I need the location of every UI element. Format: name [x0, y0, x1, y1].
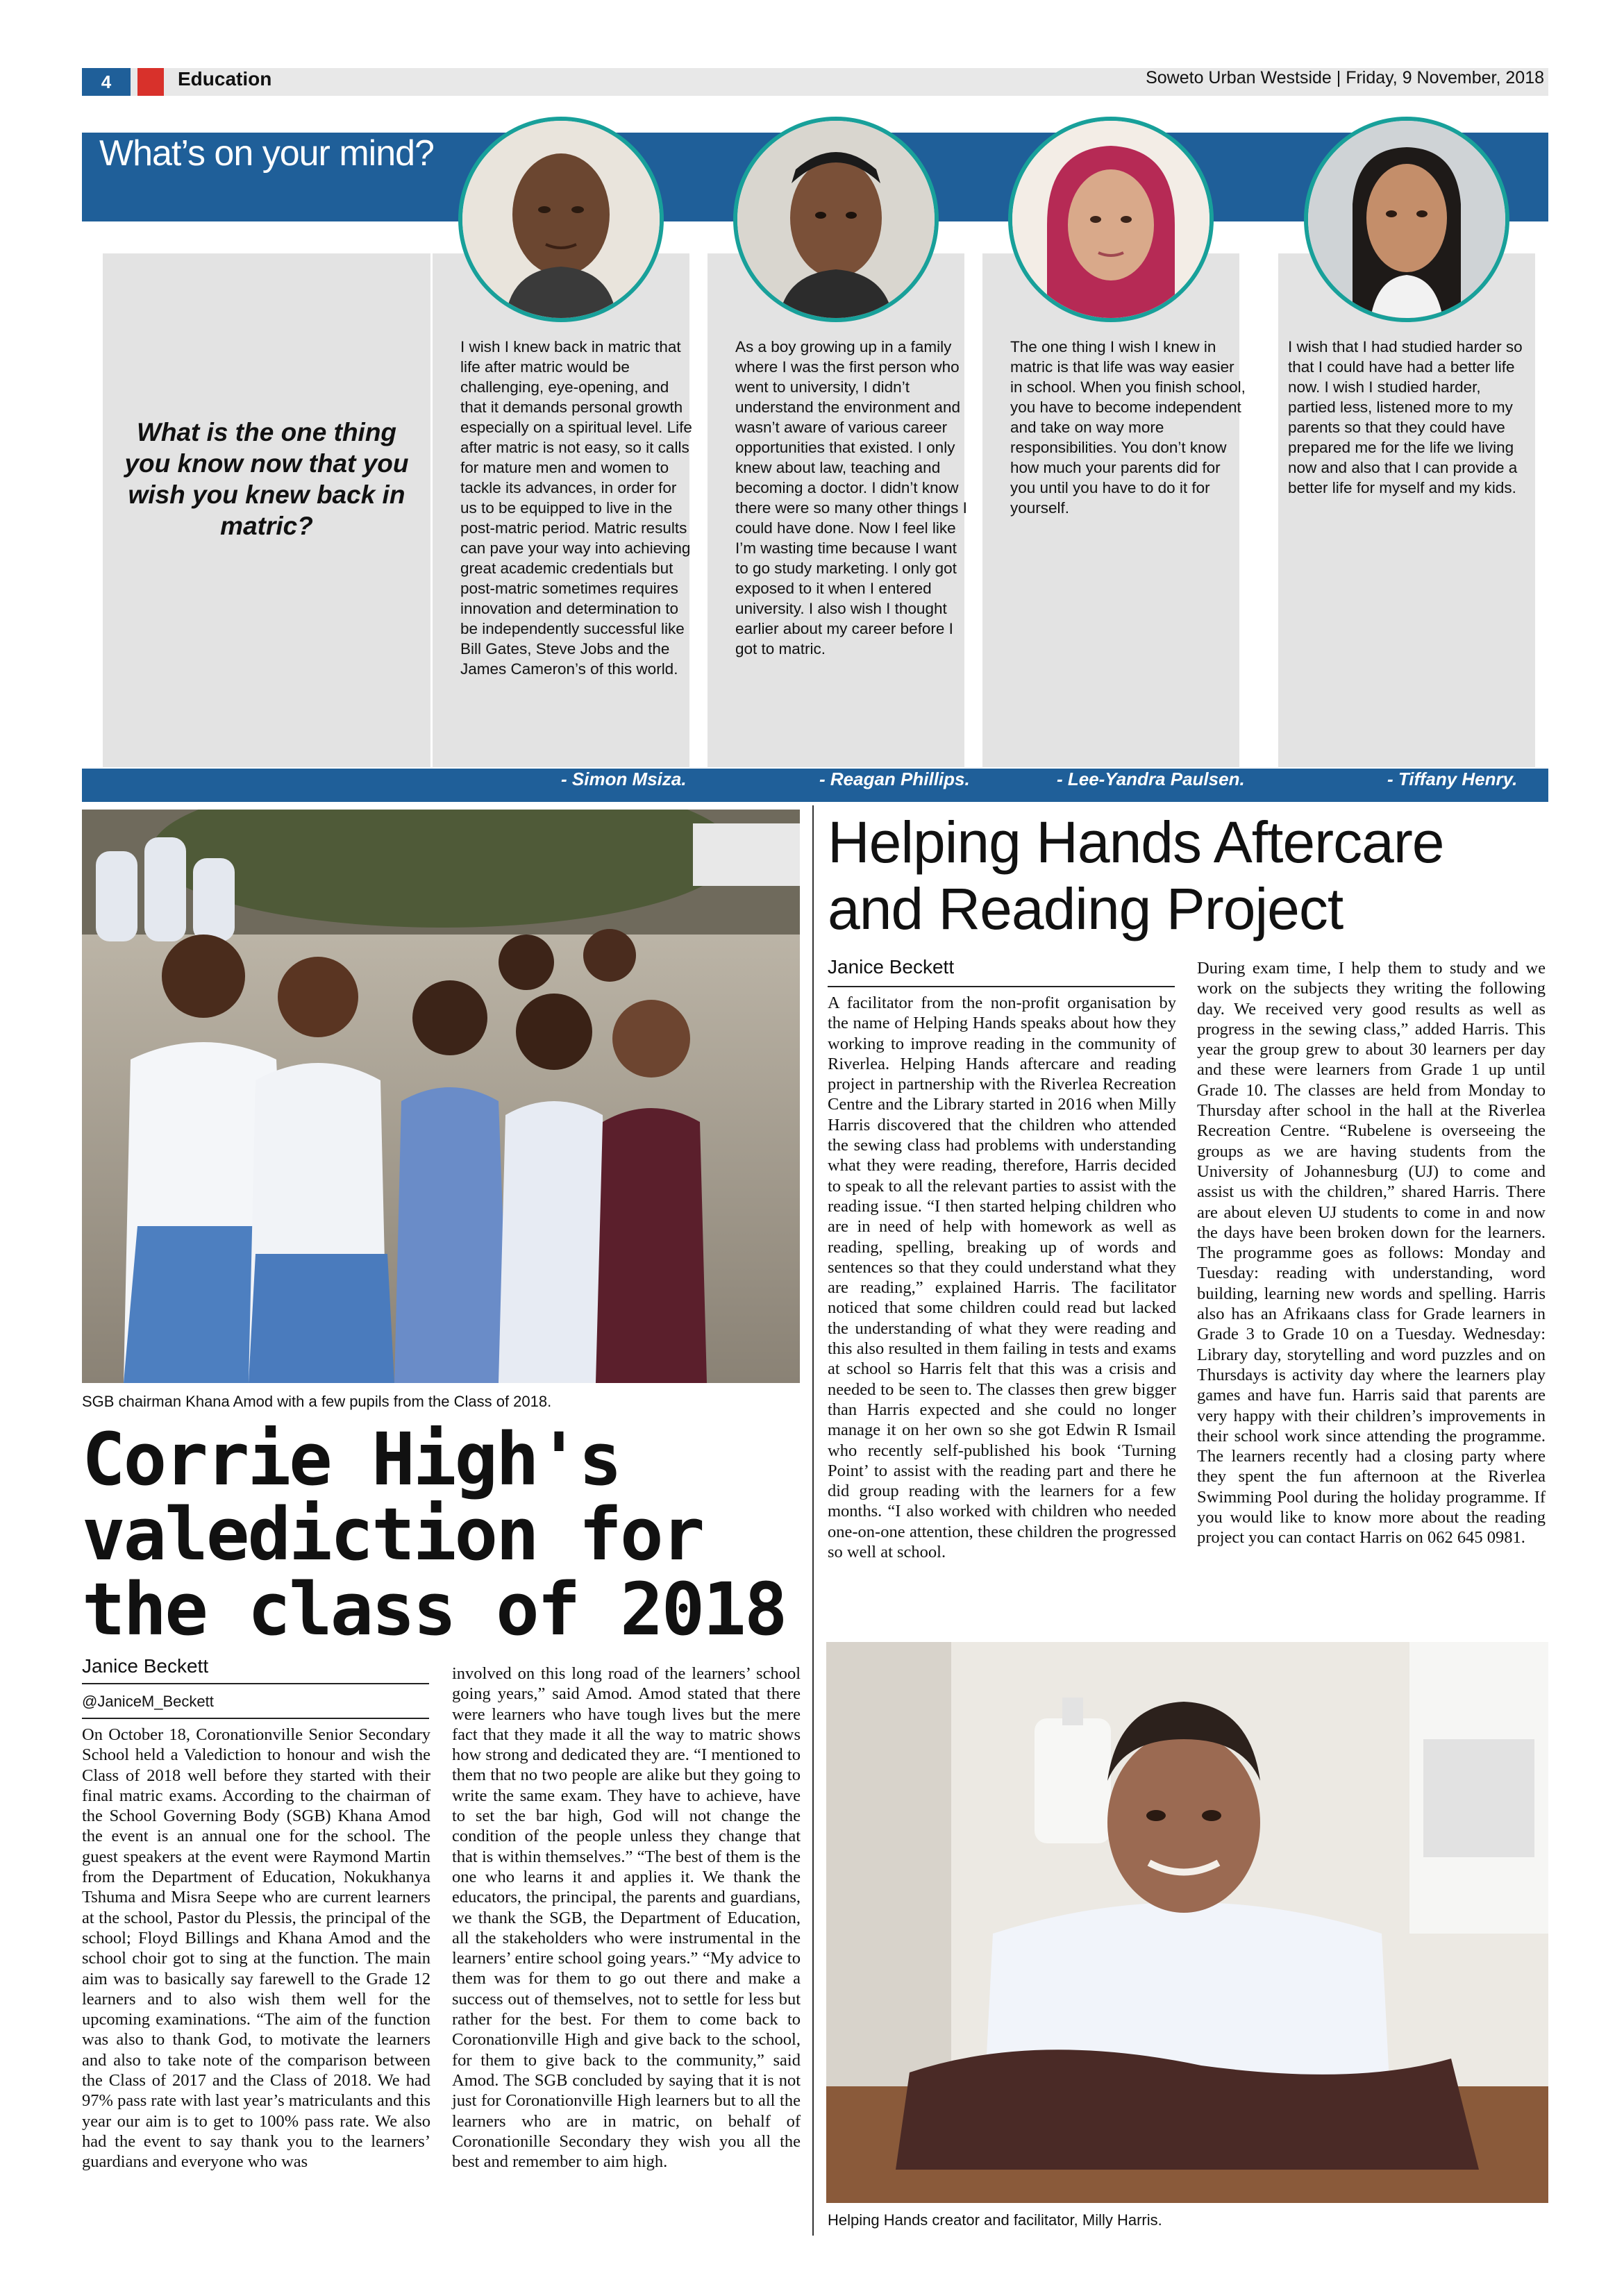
milly-photo-caption: Helping Hands creator and facilitator, Milly Harris.	[828, 2211, 1162, 2229]
avatar	[733, 117, 939, 322]
publication-dateline: Soweto Urban Westside | Friday, 9 November, 2018	[1146, 68, 1544, 87]
answer-panel-4	[1278, 253, 1535, 767]
class-photo-caption: SGB chairman Khana Amod with a few pupils from the Class of 2018.	[82, 1393, 552, 1410]
class-of-2018-photo	[82, 810, 800, 1383]
name-simon: - Simon Msiza.	[561, 769, 687, 789]
helping-hands-body-col-2: During exam time, I help them to study and we work on the subjects they writing the following day. We received very good results as well as progress in the sewing class,” added Harris. This year the group grew to about 30 learners per day and these were learners from Grade 1 up until Grade 10. The classes are held from Monday to Thursday after school in the hall at the Riverlea Recreation Centre. “Rubelene is overseeing the groups as we are having students from the University of Johannesburg (UJ) to come and assist us with the children,” shared Harris. There are about eleven UJ students to come in and now the days have been broken down for the learners. The programme goes as follows: Monday and Tuesday: reading with understanding, word building, learning new words and spelling. Harris also has an Afrikaans class for Grade learners in Grade 3 to Grade 10 on a Tuesday. Wednesday: Library day, storytelling and word puzzles and on Thursdays is activity day where the learners play games and have fun. Harris said that parents are very happy with their children’s improvements in their school work since attending the programme. The learners recently had a closing party where they spent the fun afternoon at the Riverlea Swimming Pool during the holiday programme. If you would like to know more about the reading project you can contact Harris on 062 645 0981.	[1197, 959, 1546, 1548]
answer-lee-yandra: The one thing I wish I knew in matric is that life was way easier in school. When you finish school, you have to become independent and take on way more responsibilities. You don’t know how much your parents did for you until you have to do it for yourself.	[1010, 338, 1246, 517]
handle-rule	[82, 1718, 429, 1719]
names-bar	[82, 769, 1548, 802]
name-reagan: - Reagan Phillips.	[819, 769, 970, 789]
vox-pop-title: What’s on your mind?	[99, 133, 434, 174]
helping-hands-byline: Janice Beckett	[828, 956, 955, 978]
answer-tiffany: I wish that I had studied harder so that I could have had a better life now. I wish I studied harder, partied less, listened more to my parents so that they could have prepared me for the life we living now and also that I can provide a better life for myself and my kids.	[1288, 338, 1523, 496]
corrie-headline: Corrie High's valediction for the class of 2018	[82, 1417, 786, 1652]
section-color-tab	[137, 68, 164, 96]
milly-harris-photo	[826, 1642, 1548, 2203]
answer-simon: I wish I knew back in matric that life after matric would be challenging, eye-opening, and that it demands personal growth especially on a spiritual level. Life after matric is not easy, so it calls for mature men and women to tackle its advances, in order for us to be equipped to live in the post-matric period. Matric results can pave your way into achieving great academic credentials but post-matric sometimes requires innovation and determination to be independently successful like Bill Gates, Steve Jobs and the James Cameron’s of this world.	[460, 338, 692, 678]
corrie-byline: Janice Beckett	[82, 1655, 209, 1677]
avatar	[458, 117, 664, 322]
name-lee-yandra: - Lee-Yandra Paulsen.	[1057, 769, 1245, 789]
vox-pop-question: What is the one thing you know now that you wish you knew back in matric?	[124, 418, 409, 540]
corrie-twitter-handle: @JaniceM_Beckett	[82, 1693, 214, 1710]
section-name: Education	[178, 68, 272, 90]
byline-rule	[82, 1683, 429, 1684]
helping-hands-headline: Helping Hands Aftercare and Reading Project	[828, 810, 1444, 941]
avatar	[1304, 117, 1509, 322]
byline-rule	[828, 986, 1175, 987]
avatar	[1008, 117, 1214, 322]
name-tiffany: - Tiffany Henry.	[1387, 769, 1518, 789]
column-divider	[812, 805, 814, 2236]
page-number: 4	[82, 68, 131, 96]
helping-hands-body-col-1: A facilitator from the non-profit organisation by the name of Helping Hands speaks about how they working to improve reading in the community of Riverlea. Helping Hands aftercare and reading project in partnership with the Riverlea Recreation Centre and the Library started in 2016 when Milly Harris discovered that the children who attended the sewing class had problems with understanding what they were reading, therefore, Harris decided to speak to all the relevant parties to assist with the reading issue. “I then started helping children who are in need of help with homework as well as reading, spelling, breaking up of words and sentences so that they could understand what they are reading,” explained Harris. The facilitator noticed that some children could read but lacked the understanding of what they were reading and this also resulted in them failing in tests and exams at school so Harris felt that this was a crisis and needed to be seen to. The classes then grew bigger than Harris expected and she could no longer manage it on her own so she got Edwin R Ismail who recently self-published his book ‘Turning Point’ to assist with the reading part and there he did group reading with the learners for a few months. “I also worked with children who needed one-on-one attention, these children the progressed so well at school.	[828, 994, 1176, 1562]
corrie-body-col-1: On October 18, Coronationville Senior Secondary School held a Valediction to honour and wish the Class of 2018 well before they started with their final matric exams. According to the chairman of the School Governing Body (SGB) Khana Amod the event is an annual one for the school. The guest speakers at the event were Raymond Martin from the Department of Education, Nokukhanya Tshuma and Misra Seepe who are current learners at the school, Pastor du Plessis, the principal of the school; Floyd Billings and Khana Amod and the school choir got to sing at the function. The main aim was to basically say farewell to the Grade 12 learners and to also wish them well for the upcoming examinations. “The aim of the function was also to thank God, to motivate the learners and also to take note of the comparison between the Class of 2017 and the Class of 2018. We had 97% pass rate with last year’s matriculants and this year our aim is to get to 100% pass rate. We also had the event to say thank you to the learners’ guardians and everyone who was	[82, 1725, 430, 2172]
corrie-body-col-2: involved on this long road of the learners’ school going years,” said Amod. Amod stated that there were learners who have tough lives but the mere fact that they made it all the way to matric shows how strong and dedicated they are. “I mentioned to them that no two people are alike but they going to write the same exam. They have to achieve, have to set the bar high, God will not change the condition of the people unless they change that that is within themselves.” “The best of them is the one who learns it and applies it. We thank the educators, the principal, the parents and guardians, we thank the SGB, the Department of Education, all the stakeholders who were instrumental in the learners’ entire school going years.” “My advice to them was for them to go out there and make a success out of themselves, not to settle for less but rather for the best. For them to come back to Coronationville High and give back to the school, for them to give back to the community,” said Amod. The SGB concluded by saying that it is not just for Coronationville High learners but to all the learners who are in matric, on behalf of Coronationille Secondary they wish you all the best and remember to aim high.	[452, 1664, 801, 2172]
answer-reagan: As a boy growing up in a family where I was the first person who went to university, I didn’t understand the environment and wasn’t aware of various career opportunities that existed. I only knew about law, teaching and becoming a doctor. I didn’t know there were so many other things I could have done. Now I feel like I’m wasting time because I want to go study marketing. I only got exposed to it when I entered university. I also wish I thought earlier about my career before I got to matric.	[735, 338, 967, 657]
